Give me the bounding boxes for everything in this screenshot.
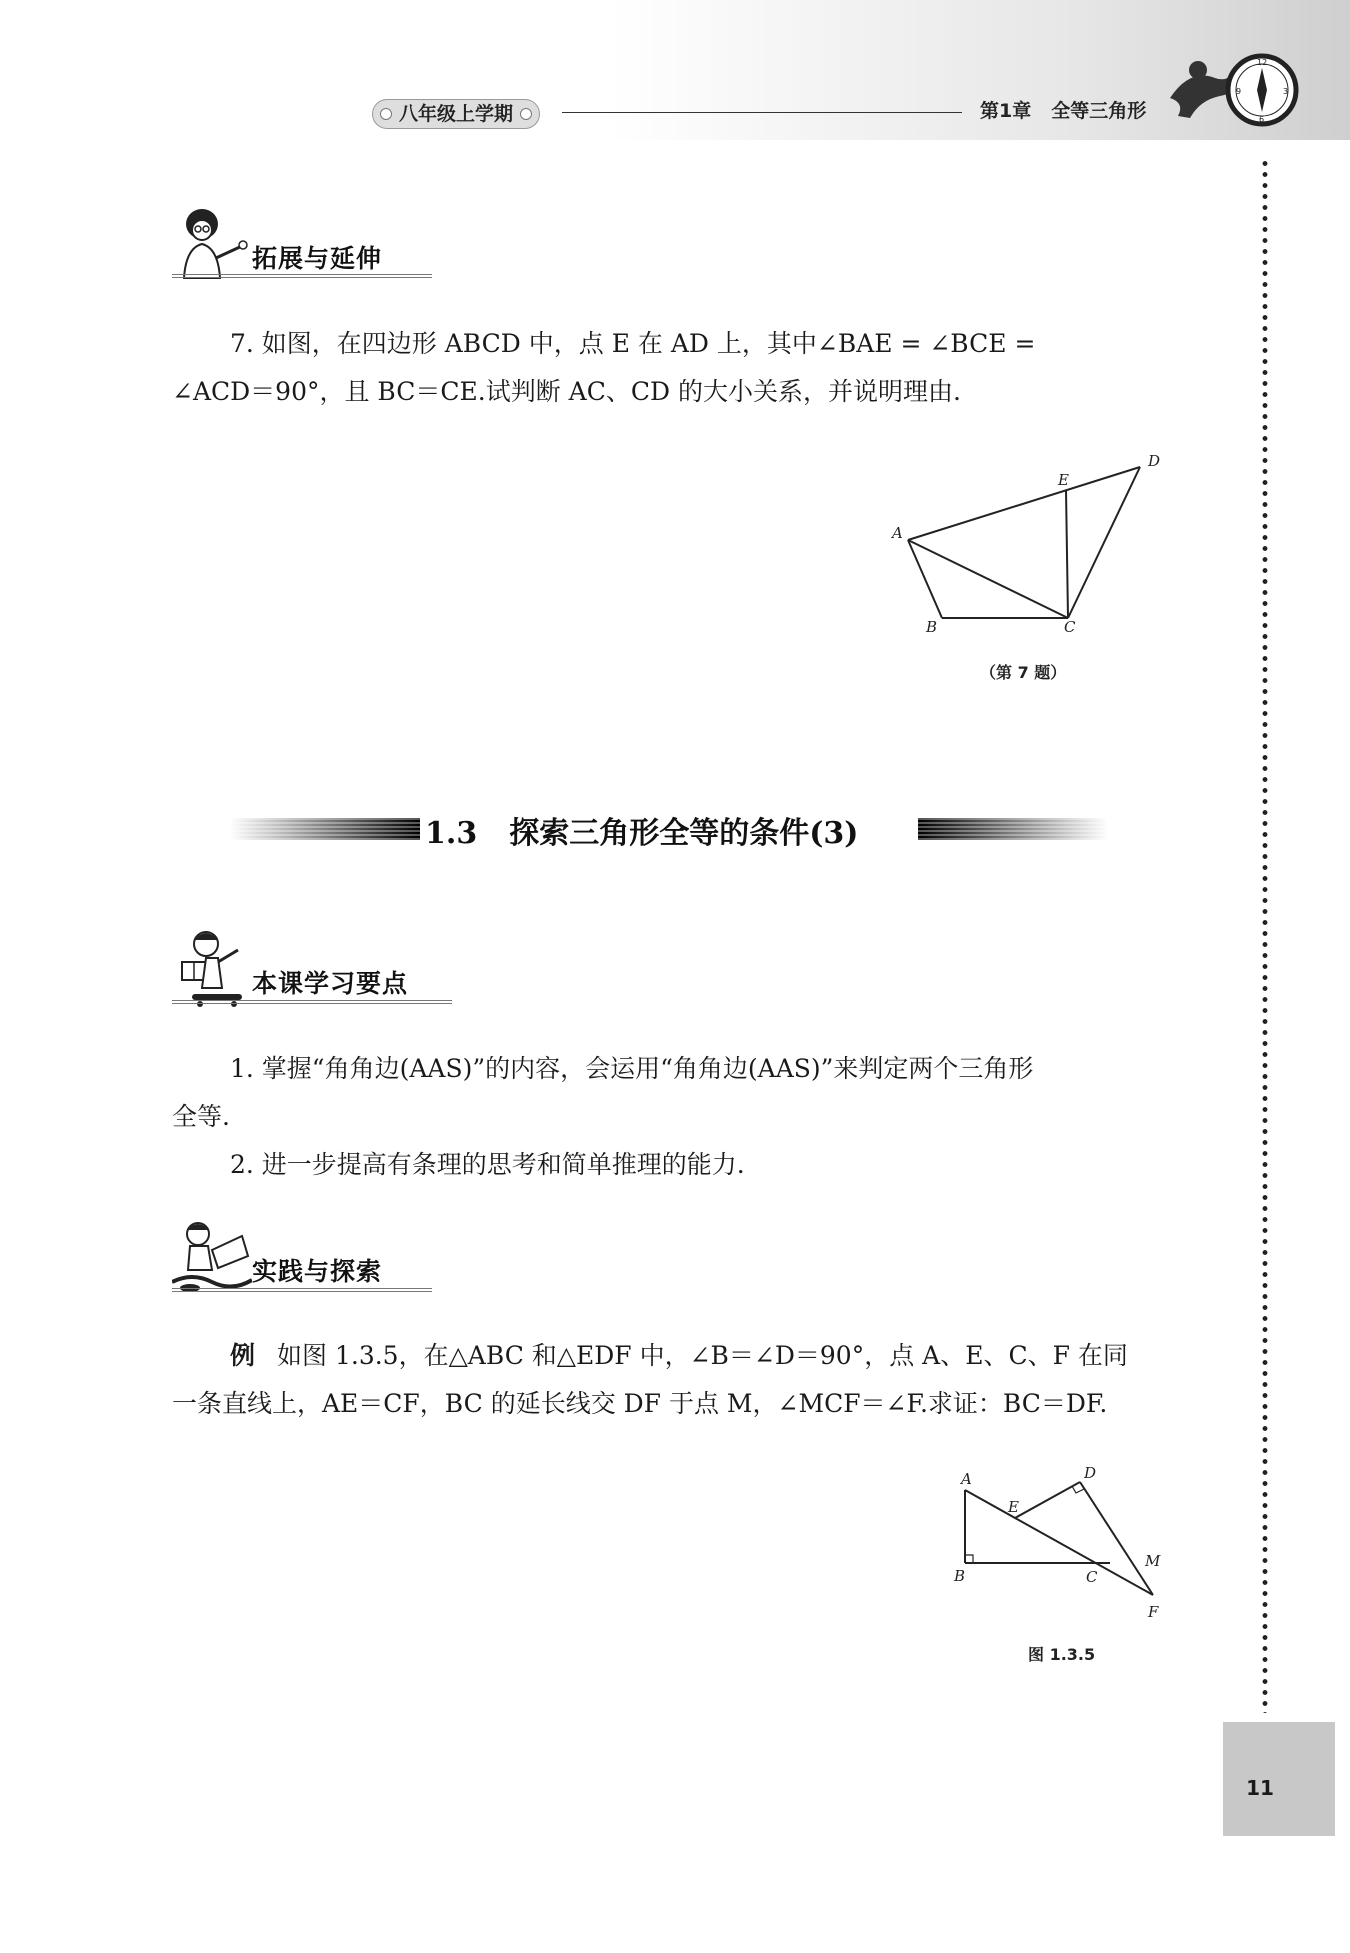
label-e: E [1008,1498,1019,1516]
key-point-1-line-1: 1. 掌握“角角边(AAS)”的内容，会运用“角角边(AAS)”来判定两个三角形 [230,1054,1034,1083]
svg-text:9: 9 [1236,87,1242,96]
segment-cd [1068,467,1140,618]
label-e: E [1058,471,1069,489]
key-point-1-line-2: 全等. [172,1102,230,1131]
label-a: A [892,524,903,542]
chapter-heading [980,96,1166,123]
segment-ed [1015,1482,1080,1518]
figure-1-3-5 [950,1460,1180,1640]
quadrilateral-abcd [908,467,1140,618]
problem-7-line-1: 7. 如图，在四边形 ABCD 中，点 E 在 AD 上，其中∠BAE = ∠BCE = [230,329,1036,358]
label-d: D [1084,1464,1097,1482]
svg-text:6: 6 [1259,115,1265,124]
label-b: B [954,1567,966,1585]
figure-1-3-5-caption: 图 1.3.5 [1028,1645,1096,1664]
lesson-title-left-rule [230,818,420,840]
practice-heading-text: 实践与探索 [252,1257,383,1286]
chapter-number: 第1章 [980,100,1032,122]
page-number: 11 [1246,1776,1274,1800]
segment-af [965,1490,1153,1595]
segment-ac [908,540,1068,618]
student-writing-icon [172,1216,252,1296]
extension-heading-text: 拓展与延伸 [252,244,383,273]
label-m: M [1145,1552,1161,1570]
example-line-2: 一条直线上，AE＝CF，BC 的延长线交 DF 于点 M，∠MCF＝∠F.求证：BC＝DF. [172,1389,1108,1418]
label-c: C [1064,618,1076,636]
key-points-heading [172,928,457,1008]
label-a: A [961,1470,972,1488]
problem-7-figure [880,440,1180,640]
extension-heading-rule [172,274,432,280]
grade-label: 八年级上学期 [372,99,540,129]
lesson-title-text: 探索三角形全等的条件(3) [509,816,859,851]
segment-ab [908,540,942,618]
key-point-2: 2. 进一步提高有条理的思考和简单推理的能力. [230,1150,745,1179]
svg-text:12: 12 [1257,58,1268,67]
label-d: D [1148,452,1161,470]
example-label: 例 [230,1341,256,1370]
problem-7-caption: （第 7 题） [980,663,1067,682]
key-points-heading-text: 本课学习要点 [252,969,409,998]
lesson-title [425,808,858,852]
margin-dotted-line [1262,158,1268,1713]
lesson-number: 1.3 [425,816,478,851]
example-line-1 [230,1332,1160,1380]
key-points-heading-rule [172,1000,452,1006]
segment-ce [1066,490,1068,618]
practice-heading [172,1216,442,1296]
chapter-title: 全等三角形 [1051,100,1147,122]
svg-text:3: 3 [1283,87,1289,96]
right-angle-b [965,1555,973,1563]
example-line-1-text: 如图 1.3.5，在△ABC 和△EDF 中，∠B＝∠D＝90°，点 A、E、C、F 在同 [277,1341,1128,1370]
triangles-abc-edf [965,1482,1153,1595]
problem-7-line-2: ∠ACD＝90°，且 BC＝CE.试判断 AC、CD 的大小关系，并说明理由. [172,377,961,406]
label-b: B [926,618,938,636]
header-rule [562,112,962,113]
student-reading-icon [172,928,252,1008]
lesson-title-right-rule [918,818,1108,840]
extension-heading [172,206,442,286]
label-c: C [1086,1568,1098,1586]
segment-ad [908,467,1140,540]
runner-clock-logo-icon [1160,48,1300,138]
label-f: F [1148,1603,1159,1621]
practice-heading-rule [172,1288,432,1294]
